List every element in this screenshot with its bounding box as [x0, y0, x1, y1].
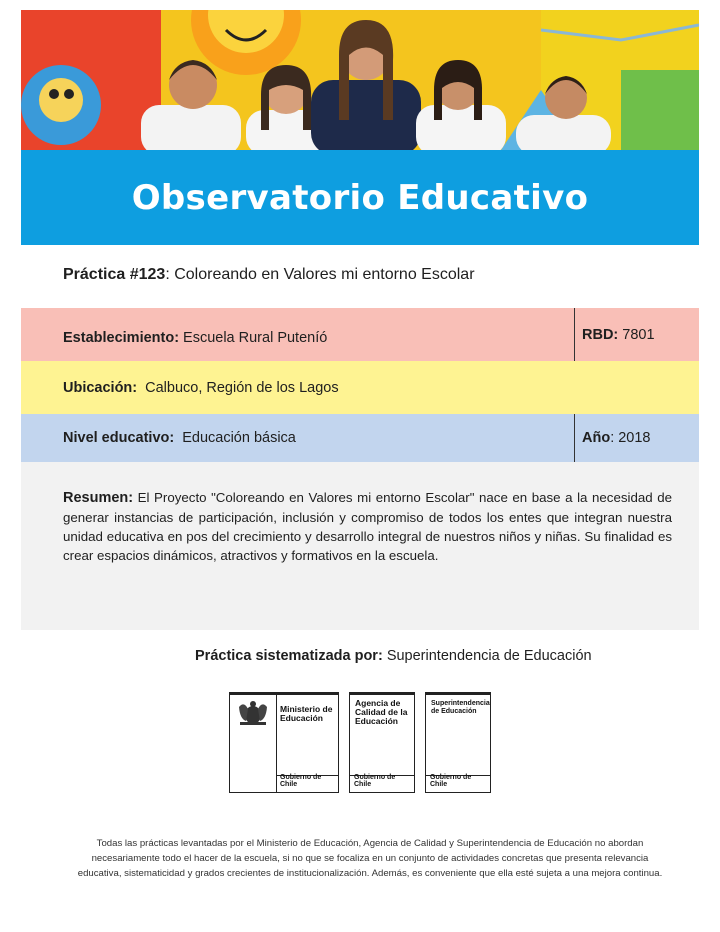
row-establecimiento [21, 308, 699, 361]
row-nivel [21, 414, 699, 462]
establecimiento-label: Establecimiento: [63, 329, 180, 346]
logo-divider [276, 695, 277, 792]
hero-illustration [21, 10, 699, 150]
logo-superintendencia-title: Superintendencia de Educación [431, 700, 490, 715]
systematized-label: Práctica sistematizada por: [195, 648, 383, 664]
summary-box [21, 462, 699, 630]
logo-ministerio-title: Ministerio de Educación [280, 704, 333, 723]
logo-agencia [349, 692, 415, 793]
row-ubicacion [21, 361, 699, 414]
title-banner [21, 150, 699, 245]
nivel-value: Educación básica [182, 430, 296, 446]
logo-superintendencia-footer: Gobierno de Chile [430, 774, 472, 788]
summary-label: Resumen: [63, 490, 134, 506]
institution-logos [229, 692, 491, 793]
logo-agencia-footer: Gobierno de Chile [354, 774, 396, 788]
ubicacion-cell [21, 361, 699, 414]
disclaimer-line-3: educativa, sistematicidad y grados crecientes de institucionalización. Además, es conveniente que ella esté sujeta a una mejora continua. [77, 868, 663, 879]
nivel-label: Nivel educativo: [63, 430, 175, 446]
logo-ministerio-footer: Gobierno de Chile [280, 774, 322, 788]
disclaimer [70, 836, 670, 881]
systematized-by [195, 648, 592, 664]
nivel-cell [21, 414, 574, 462]
rbd-label: RBD: [582, 327, 619, 343]
systematized-value: Superintendencia de Educación [386, 648, 592, 664]
ubicacion-value: Calbuco, Región de los Lagos [145, 379, 339, 396]
logo-agencia-title: Agencia de Calidad de la Educación [355, 698, 408, 726]
logo-ministerio [229, 692, 339, 793]
establecimiento-cell [21, 308, 574, 361]
ubicacion-label: Ubicación: [63, 379, 138, 396]
summary-text: El Proyecto "Coloreando en Valores mi entorno Escolar" nace en base a la necesidad de generar instancias de participación, inclusión y compromiso de todos los entes que integran nuestra unidad educativa en pos del crecimiento y desarrollo integral de nuestros niños y niñas. Su finalidad es crear espacios dinámicos, atractivos y formativos en la escuela. [63, 490, 672, 563]
establecimiento-value: Escuela Rural Puteníó [183, 329, 328, 346]
practice-number: Práctica #123 [63, 266, 166, 283]
anio-cell [574, 414, 699, 462]
page-title: Observatorio Educativo [131, 177, 589, 218]
logo-superintendencia [425, 692, 491, 793]
hero-photo [21, 10, 699, 150]
practice-title [63, 266, 475, 284]
disclaimer-line-2: necesariamente todo el hacer de la escuela, si no que se focaliza en un conjunto de actividades concretas que presenta relevancia [91, 853, 649, 864]
rbd-value: 7801 [622, 327, 655, 343]
disclaimer-line-1: Todas las prácticas levantadas por el Ministerio de Educación, Agencia de Calidad y Superintendencia de Educación no abordan [96, 838, 644, 849]
rbd-cell [574, 308, 699, 361]
practice-name: : Coloreando en Valores mi entorno Escolar [165, 266, 475, 283]
coat-of-arms-icon [236, 699, 270, 727]
anio-value: : 2018 [610, 430, 651, 446]
anio-label: Año [582, 430, 611, 446]
